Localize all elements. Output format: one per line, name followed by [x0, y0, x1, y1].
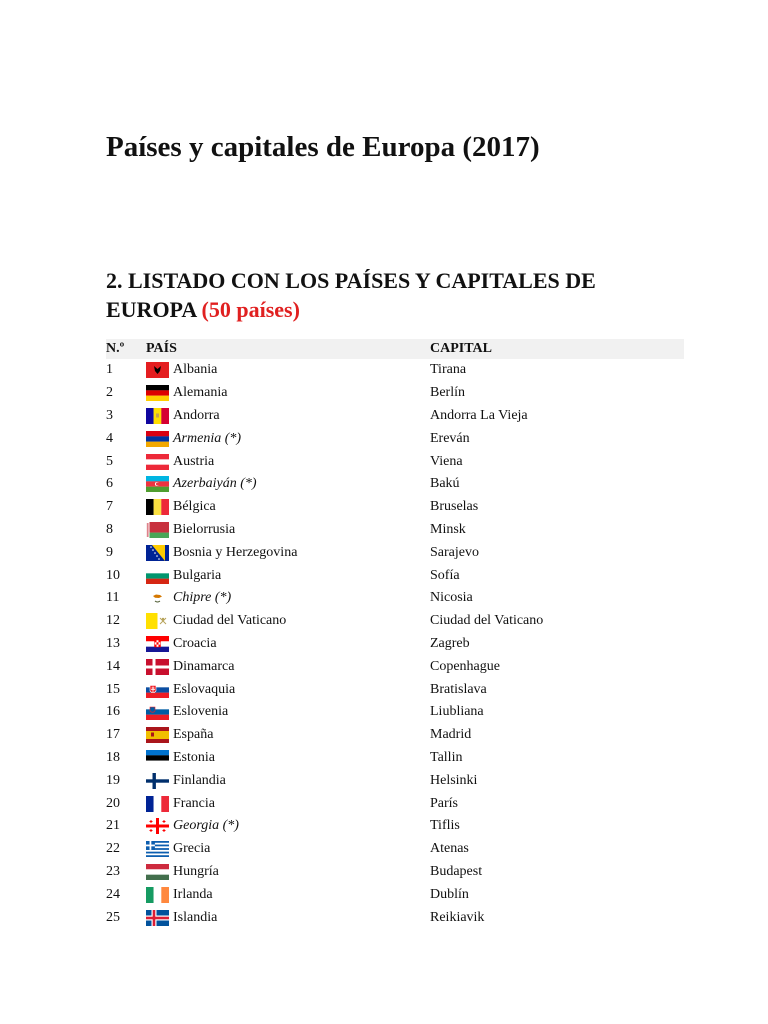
capital-name: Tirana	[430, 362, 467, 378]
section-text: LISTADO CON LOS PAÍSES Y CAPITALES DE EUROPA	[106, 268, 596, 322]
table-row	[106, 655, 684, 678]
table-row	[106, 747, 684, 770]
capital-name: Atenas	[430, 841, 469, 857]
row-number: 25	[106, 909, 120, 925]
table-row	[106, 792, 684, 815]
row-number: 11	[106, 590, 120, 606]
capital-name: Ciudad del Vaticano	[430, 613, 544, 629]
table-row	[106, 427, 684, 450]
country-name: Irlanda	[173, 886, 213, 902]
country-name: Estonia	[173, 749, 215, 765]
table-row	[106, 724, 684, 747]
capital-name: París	[430, 795, 458, 811]
country-cell	[146, 773, 430, 789]
table-row	[106, 405, 684, 428]
country-name: Eslovenia	[173, 704, 229, 720]
albania-flag-icon	[146, 362, 169, 378]
table-row	[106, 496, 684, 519]
austria-flag-icon	[146, 454, 169, 470]
row-number: 2	[106, 385, 113, 401]
country-name: Austria	[173, 453, 215, 469]
header-country: PAÍS	[146, 341, 177, 356]
capital-name: Zagreb	[430, 635, 470, 651]
country-name: Islandia	[173, 909, 218, 925]
row-number: 12	[106, 613, 120, 629]
capital-name: Berlín	[430, 385, 465, 401]
country-cell	[146, 818, 430, 834]
table-row	[106, 587, 684, 610]
capital-name: Minsk	[430, 521, 466, 537]
capital-name: Bakú	[430, 476, 460, 492]
finland-flag-icon	[146, 773, 169, 789]
row-number: 15	[106, 681, 120, 697]
capital-name: Sofía	[430, 567, 460, 583]
page-title: Países y capitales de Europa (2017)	[106, 131, 540, 163]
row-number: 9	[106, 544, 113, 560]
country-cell	[146, 727, 430, 743]
table-row	[106, 769, 684, 792]
row-number: 13	[106, 635, 120, 651]
country-name: Eslovaquia	[173, 681, 236, 697]
spain-flag-icon	[146, 727, 169, 743]
country-name: Chipre (*)	[173, 590, 232, 606]
row-number: 14	[106, 658, 120, 674]
croatia-flag-icon	[146, 636, 169, 652]
country-cell	[146, 545, 430, 561]
table-row	[106, 701, 684, 724]
country-cell	[146, 476, 430, 492]
country-name: Ciudad del Vaticano	[173, 613, 287, 629]
country-name: Finlandia	[173, 772, 226, 788]
capital-name: Tiflis	[430, 818, 460, 834]
row-number: 5	[106, 453, 113, 469]
table-body	[106, 359, 684, 929]
country-cell	[146, 910, 430, 926]
country-cell	[146, 499, 430, 515]
table-row	[106, 473, 684, 496]
row-number: 21	[106, 818, 120, 834]
country-cell	[146, 408, 430, 424]
country-name: Andorra	[173, 407, 220, 423]
country-name: España	[173, 727, 214, 743]
slovakia-flag-icon	[146, 682, 169, 698]
capital-name: Sarajevo	[430, 544, 479, 560]
andorra-flag-icon	[146, 408, 169, 424]
country-name: Armenia (*)	[173, 430, 242, 446]
capital-name: Copenhague	[430, 658, 500, 674]
country-name: Bosnia y Herzegovina	[173, 544, 298, 560]
row-number: 23	[106, 863, 120, 879]
country-cell	[146, 590, 430, 606]
row-number: 19	[106, 772, 120, 788]
france-flag-icon	[146, 796, 169, 812]
country-cell	[146, 750, 430, 766]
capital-name: Liubliana	[430, 704, 484, 720]
country-name: Croacia	[173, 635, 217, 651]
table-row	[106, 906, 684, 929]
row-number: 17	[106, 727, 120, 743]
country-count: (50 países)	[201, 297, 300, 322]
row-number: 6	[106, 476, 113, 492]
country-name: Francia	[173, 795, 215, 811]
estonia-flag-icon	[146, 750, 169, 766]
capital-name: Helsinki	[430, 772, 478, 788]
country-cell	[146, 704, 430, 720]
section-heading	[106, 266, 666, 324]
azerbaijan-flag-icon	[146, 476, 169, 492]
country-cell	[146, 613, 430, 629]
row-number: 22	[106, 841, 120, 857]
capital-name: Andorra La Vieja	[430, 407, 528, 423]
table-row	[106, 359, 684, 382]
row-number: 24	[106, 886, 120, 902]
table-row	[106, 815, 684, 838]
country-cell	[146, 522, 430, 538]
slovenia-flag-icon	[146, 704, 169, 720]
capital-name: Nicosia	[430, 590, 473, 606]
georgia-flag-icon	[146, 818, 169, 834]
row-number: 3	[106, 407, 113, 423]
country-name: Bulgaria	[173, 567, 222, 583]
row-number: 16	[106, 704, 120, 720]
table-row	[106, 382, 684, 405]
capital-name: Viena	[430, 453, 463, 469]
row-number: 1	[106, 362, 113, 378]
country-cell	[146, 568, 430, 584]
row-number: 10	[106, 567, 120, 583]
bosnia-flag-icon	[146, 545, 169, 561]
capital-name: Bratislava	[430, 681, 487, 697]
table-row	[106, 633, 684, 656]
country-name: Grecia	[173, 841, 211, 857]
row-number: 20	[106, 795, 120, 811]
table-row	[106, 564, 684, 587]
capital-name: Reikiavik	[430, 909, 485, 925]
country-cell	[146, 636, 430, 652]
header-number: N.º	[106, 341, 125, 356]
row-number: 7	[106, 499, 113, 515]
capital-name: Madrid	[430, 727, 472, 743]
vatican-flag-icon	[146, 613, 169, 629]
cyprus-flag-icon	[146, 590, 169, 606]
country-cell	[146, 431, 430, 447]
belgium-flag-icon	[146, 499, 169, 515]
greece-flag-icon	[146, 841, 169, 857]
table-row	[106, 450, 684, 473]
country-cell	[146, 362, 430, 378]
country-cell	[146, 864, 430, 880]
table-row	[106, 861, 684, 884]
row-number: 8	[106, 521, 113, 537]
country-name: Dinamarca	[173, 658, 235, 674]
country-cell	[146, 796, 430, 812]
country-name: Azerbaiyán (*)	[173, 476, 257, 492]
countries-table	[106, 339, 684, 929]
bulgaria-flag-icon	[146, 568, 169, 584]
country-cell	[146, 659, 430, 675]
row-number: 18	[106, 749, 120, 765]
country-name: Hungría	[173, 863, 219, 879]
country-cell	[146, 682, 430, 698]
capital-name: Budapest	[430, 863, 483, 879]
table-row	[106, 883, 684, 906]
denmark-flag-icon	[146, 659, 169, 675]
germany-flag-icon	[146, 385, 169, 401]
ireland-flag-icon	[146, 887, 169, 903]
hungary-flag-icon	[146, 864, 169, 880]
belarus-flag-icon	[146, 522, 169, 538]
table-row	[106, 838, 684, 861]
country-cell	[146, 385, 430, 401]
capital-name: Ereván	[430, 430, 470, 446]
table-row	[106, 519, 684, 542]
country-cell	[146, 887, 430, 903]
header-capital: CAPITAL	[430, 341, 492, 356]
country-cell	[146, 841, 430, 857]
country-name: Bielorrusia	[173, 521, 236, 537]
capital-name: Dublín	[430, 886, 469, 902]
country-name: Georgia (*)	[173, 818, 239, 834]
armenia-flag-icon	[146, 431, 169, 447]
table-row	[106, 610, 684, 633]
table-row	[106, 541, 684, 564]
country-cell	[146, 454, 430, 470]
row-number: 4	[106, 430, 113, 446]
country-name: Alemania	[173, 385, 228, 401]
table-row	[106, 678, 684, 701]
section-number: 2.	[106, 268, 123, 293]
country-name: Bélgica	[173, 499, 216, 515]
table-header	[106, 339, 684, 359]
capital-name: Bruselas	[430, 499, 479, 515]
iceland-flag-icon	[146, 910, 169, 926]
capital-name: Tallin	[430, 749, 463, 765]
country-name: Albania	[173, 362, 218, 378]
